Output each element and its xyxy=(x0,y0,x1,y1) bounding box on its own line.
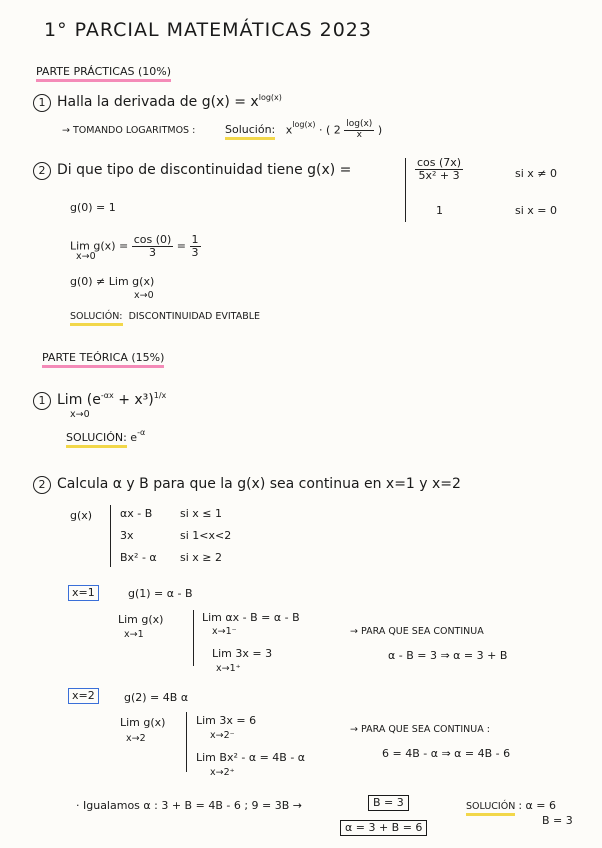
case-x1-tag: x=1 xyxy=(68,585,99,601)
case-x1-right-sub: x→1⁺ xyxy=(216,663,241,674)
case-x1-left: Lim αx - B = α - B xyxy=(202,611,300,624)
piecewise-label: g(x) xyxy=(70,509,93,522)
question-2-teorica: 2 Calcula α y B para que la g(x) sea continua en x=1 y x=2 xyxy=(33,476,461,494)
piecewise-brace-t2 xyxy=(110,505,111,567)
case-x1-lim-sub: x→1 xyxy=(124,629,144,640)
question-number: 1 xyxy=(33,94,51,112)
final-box-b: B = 3 xyxy=(368,795,409,811)
piecewise-case-2: 1 xyxy=(436,204,443,217)
case-x2-brace xyxy=(186,712,187,772)
case-x2-right: Lim Bx² - α = 4B - α xyxy=(196,751,306,764)
final-solution: SOLUCIÓN : α = 6 xyxy=(466,800,556,812)
question-1-practicas: 1 Halla la derivada de $g(x) = x^{log(x)}$ xyxy=(33,94,282,112)
piecewise-brace xyxy=(405,158,406,222)
case-x2-right-sub: x→2⁺ xyxy=(210,767,235,778)
step-g0: g(0) = 1 xyxy=(70,201,116,214)
row-1-cond: si x ≤ 1 xyxy=(180,507,223,520)
row-3-expr: Bx² - α xyxy=(120,551,157,564)
row-3-cond: si x ≥ 2 xyxy=(180,551,223,564)
method-note: → TOMANDO LOGARITMOS : xyxy=(62,125,196,136)
final-equation: · Igualamos α : 3 + B = 4B - 6 ; 9 = 3B → xyxy=(76,799,302,812)
case-x2-tag: x=2 xyxy=(68,688,99,704)
limit-subscript-t1: x→0 xyxy=(70,409,90,420)
case-x1-lim: Lim g(x) xyxy=(118,613,164,626)
piecewise-cond-2: si x = 0 xyxy=(515,204,558,217)
limit-subscript: x→0 xyxy=(76,251,96,262)
case-x2-left-sub: x→2⁻ xyxy=(210,730,235,741)
case-x2-cond-title: → PARA QUE SEA CONTINUA : xyxy=(350,724,490,735)
case-x1-right: Lim 3x = 3 xyxy=(212,647,273,660)
case-x1-cond-eq: α - B = 3 ⇒ α = 3 + B xyxy=(388,649,508,662)
step-limit: Lim g(x) = $\frac{\cos (0)}{3}$ = $\frac{1}{3}$ xyxy=(70,233,199,260)
case-x2-lim-sub: x→2 xyxy=(126,733,146,744)
row-1-expr: αx - B xyxy=(120,507,153,520)
question-2-practicas: 2 Di que tipo de discontinuidad tiene g(x) = xyxy=(33,162,351,180)
page-title: 1° PARCIAL MATEMÁTICAS 2023 xyxy=(44,19,372,41)
case-x2-cond-eq: 6 = 4B - α ⇒ α = 4B - 6 xyxy=(382,747,511,760)
compare-subscript: x→0 xyxy=(134,290,154,301)
solution-t1: SOLUCIÓN: $e^{-\alpha}$ xyxy=(66,432,145,444)
piecewise-cond-1: si x ≠ 0 xyxy=(515,167,558,180)
case-x2-value: g(2) = 4B α xyxy=(124,691,189,704)
row-2-expr: 3x xyxy=(120,529,134,542)
case-x1-value: g(1) = α - B xyxy=(128,587,193,600)
final-solution-b: B = 3 xyxy=(542,814,573,827)
final-box-alpha: α = 3 + B = 6 xyxy=(340,820,427,836)
case-x1-left-sub: x→1⁻ xyxy=(212,626,237,637)
case-x2-left: Lim 3x = 6 xyxy=(196,714,257,727)
solution-q1: Solución: $x^{log(x)}$ · ( 2 $\frac{\log(x)}{x}$ ) xyxy=(225,119,383,140)
piecewise-case-1: $\frac{\cos (7x)}{\text{5x² + 3}}$ xyxy=(417,156,462,183)
question-1-teorica: 1 Lim $(e^{-\alpha x} + x^3)^{1/x}$ xyxy=(33,392,166,410)
case-x1-brace xyxy=(193,610,194,666)
case-x2-lim: Lim g(x) xyxy=(120,716,166,729)
section-heading-practicas: PARTE PRÁCTICAS (10%) xyxy=(36,66,171,78)
section-heading-teorica: PARTE TEÓRICA (15%) xyxy=(42,352,164,364)
step-compare: g(0) ≠ Lim g(x) xyxy=(70,275,155,288)
row-2-cond: si 1<x<2 xyxy=(180,529,232,542)
solution-q2: SOLUCIÓN: DISCONTINUIDAD EVITABLE xyxy=(70,312,260,322)
case-x1-cond-title: → PARA QUE SEA CONTINUA xyxy=(350,626,484,637)
